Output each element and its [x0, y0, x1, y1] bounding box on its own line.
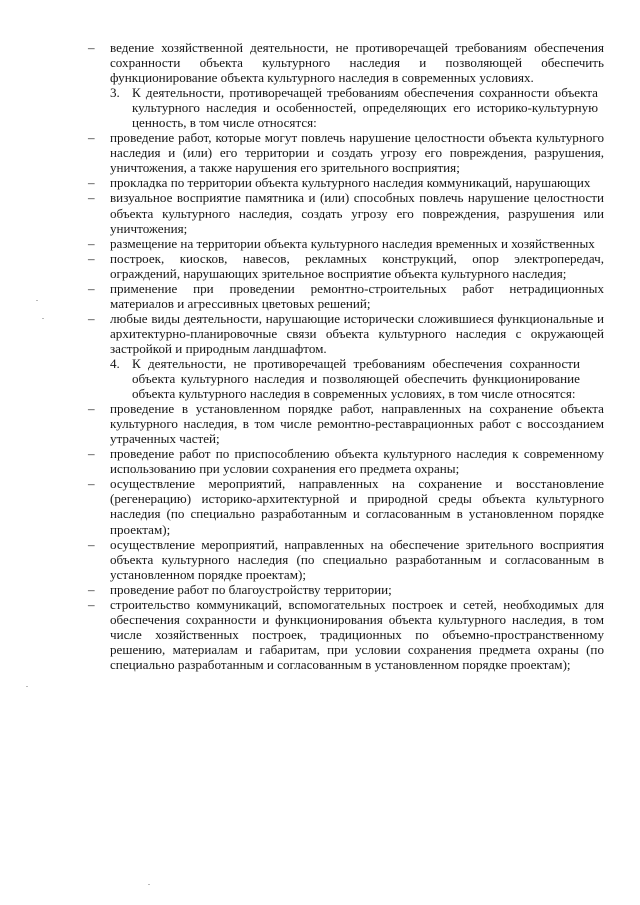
- list-dash: –: [88, 446, 95, 462]
- list-item-text: осуществление мероприятий, направленных на обеспечение зрительного восприятия объекта культурного наследия (по специально разработанным и согласованным в установленном порядке проектам);: [110, 536, 604, 582]
- list-item: [88, 190, 604, 235]
- list-item-text: прокладка по территории объекта культурного наследия коммуникаций, нарушающих: [110, 175, 591, 191]
- list-item-text: проведение работ, которые могут повлечь нарушение целостности объекта культурного наследия и (или) его территории и создать угрозу его повреждения, разрушения, уничтожения, а также нарушения его зрительного восприятия;: [110, 130, 604, 176]
- section-text: К деятельности, не противоречащей требованиям обеспечения сохранности объекта культурного наследия и позволяющей обеспечить функционирование объекта культурного наследия в современных условиях, в том числе относятся:: [132, 355, 580, 402]
- list-item-text: проведение работ по приспособлению объекта культурного наследия к современному использованию при условии сохранения его предмета охраны;: [110, 446, 604, 477]
- list-dash: –: [88, 250, 95, 266]
- list-item-text: любые виды деятельности, нарушающие исторически сложившиеся функциональные и архитектурно-планировочные связи объекта культурного наследия с окружающей застройкой и природным ландшафтом.: [110, 310, 604, 356]
- list-dash: –: [88, 581, 95, 597]
- list-item-text: построек, киосков, навесов, рекламных конструкций, опор электропередач, ограждений, нарушающих зрительное восприятие объекта культурного наследия;: [110, 250, 604, 281]
- list-item: [88, 597, 604, 672]
- list-dash: –: [88, 280, 95, 296]
- list-item-text: строительство коммуникаций, вспомогательных построек и сетей, необходимых для обеспечения сохранности и функционирования объекта культурного наследия, в том числе хозяйственных построек, традиционных по объемно-пространственному решению, материалам и габаритам, при условии сохранения предмета охраны (по специально разработанным и согласованным в установленном порядке проектам);: [110, 596, 604, 672]
- list-dash: –: [88, 401, 95, 417]
- section-4-heading: [110, 356, 580, 401]
- list-dash: –: [88, 310, 95, 326]
- list-item-text: применение при проведении ремонтно-строительных работ нетрадиционных материалов и агрессивных цветовых решений;: [110, 280, 604, 311]
- list-item: [88, 401, 604, 446]
- list-item: [88, 40, 604, 85]
- list-dash: –: [88, 175, 95, 191]
- list-item-text: визуальное восприятие памятника и (или) способных повлечь нарушение целостности объекта культурного наследия, создать угрозу его повреждения, разрушения или уничтожения;: [110, 190, 604, 236]
- list-item: [88, 476, 604, 536]
- list-dash: –: [88, 40, 95, 55]
- list-dash: –: [88, 190, 95, 206]
- list-item: [88, 251, 604, 281]
- scan-speck: [148, 884, 150, 885]
- list-item: [88, 175, 604, 190]
- list-item-text: проведение работ по благоустройству территории;: [110, 581, 392, 597]
- list-item: [88, 582, 604, 597]
- list-item-text: проведение в установленном порядке работ, направленных на сохранение объекта культурного наследия, в том числе ремонтно-реставрационных работ с воссозданием утраченных частей;: [110, 401, 604, 447]
- document-body: [88, 40, 604, 672]
- list-item-text: ведение хозяйственной деятельности, не противоречащей требованиям обеспечения сохранности объекта культурного наследия и позволяющей обеспечить функционирование объекта культурного наследия в современных условиях.: [110, 40, 604, 86]
- list-item: [88, 130, 604, 175]
- list-item: [88, 537, 604, 582]
- list-item-text: осуществление мероприятий, направленных на сохранение и восстановление (регенерацию) историко-архитектурной и природной среды объекта культурного наследия (по специально разработанным и согласованным в установленном порядке проектам);: [110, 476, 604, 537]
- scan-speck: [26, 686, 28, 687]
- list-dash: –: [88, 536, 95, 552]
- scan-speck: [42, 318, 44, 319]
- list-item: [88, 281, 604, 311]
- section-text: К деятельности, противоречащей требованиям обеспечения сохранности объекта культурного наследия и особенностей, определяющих его историко-культурную ценность, в том числе относятся:: [132, 85, 598, 131]
- list-dash: –: [88, 235, 95, 251]
- section-number: 4.: [110, 355, 120, 371]
- list-item: [88, 311, 604, 356]
- list-item-text: размещение на территории объекта культурного наследия временных и хозяйственных: [110, 235, 595, 251]
- list-item: [88, 446, 604, 476]
- scan-speck: [36, 300, 38, 301]
- list-dash: –: [88, 476, 95, 492]
- list-dash: –: [88, 596, 95, 612]
- section-number: 3.: [110, 85, 120, 101]
- section-3-heading: [110, 85, 598, 130]
- list-item: [88, 236, 604, 251]
- list-dash: –: [88, 130, 95, 146]
